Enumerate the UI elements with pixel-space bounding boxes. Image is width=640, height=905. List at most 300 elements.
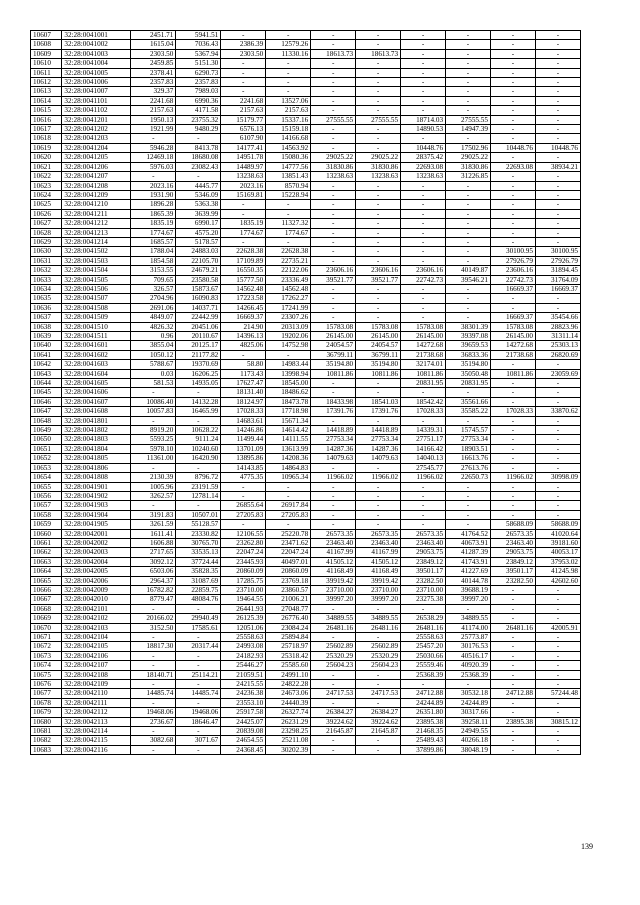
value-cell: -: [356, 78, 401, 87]
value-cell: 11327.32: [266, 219, 311, 228]
value-cell: -: [311, 520, 356, 529]
value-cell: 11499.44: [221, 435, 266, 444]
value-cell: 5593.25: [131, 435, 176, 444]
value-cell: 41505.12: [356, 557, 401, 566]
value-cell: 17028.33: [221, 407, 266, 416]
table-row: [31, 162, 581, 171]
table-row: [31, 303, 581, 312]
table-row: [31, 237, 581, 246]
value-cell: 6290.73: [176, 68, 221, 77]
value-cell: 21177.82: [176, 350, 221, 359]
value-cell: -: [356, 313, 401, 322]
value-cell: 27555.55: [446, 115, 491, 124]
row-number-cell: 10672: [31, 642, 62, 651]
value-cell: 10448.76: [401, 143, 446, 152]
value-cell: 10240.60: [176, 444, 221, 453]
row-number-cell: 10627: [31, 219, 62, 228]
value-cell: -: [311, 59, 356, 68]
value-cell: -: [446, 49, 491, 58]
value-cell: 2378.41: [131, 68, 176, 77]
value-cell: 15777.50: [221, 275, 266, 284]
value-cell: 17241.99: [266, 303, 311, 312]
value-cell: -: [311, 181, 356, 190]
value-cell: 37953.02: [535, 557, 580, 566]
value-cell: 13701.09: [221, 444, 266, 453]
value-cell: -: [535, 134, 580, 143]
value-cell: -: [490, 31, 535, 40]
table-row: [31, 604, 581, 613]
value-cell: -: [176, 463, 221, 472]
value-cell: 10811.86: [356, 369, 401, 378]
value-cell: 23084.24: [266, 623, 311, 632]
row-number-cell: 10634: [31, 284, 62, 293]
table-row: [31, 360, 581, 369]
value-cell: -: [311, 736, 356, 745]
value-cell: 39258.11: [446, 717, 491, 726]
value-cell: 57244.48: [535, 689, 580, 698]
cadastral-number-cell: 32:28:0041509: [62, 313, 131, 322]
value-cell: 23849.12: [490, 557, 535, 566]
value-cell: -: [535, 482, 580, 491]
row-number-cell: 10609: [31, 49, 62, 58]
value-cell: 16550.35: [221, 266, 266, 275]
value-cell: -: [176, 745, 221, 754]
value-cell: -: [446, 59, 491, 68]
value-cell: 2357.83: [131, 78, 176, 87]
row-number-cell: 10617: [31, 125, 62, 134]
cadastral-number-cell: 32:28:0041902: [62, 491, 131, 500]
value-cell: 18646.47: [176, 717, 221, 726]
value-cell: -: [221, 237, 266, 246]
value-cell: -: [266, 209, 311, 218]
value-cell: 19468.06: [131, 708, 176, 717]
value-cell: 15873.67: [176, 284, 221, 293]
value-cell: 25604.23: [311, 661, 356, 670]
value-cell: -: [490, 181, 535, 190]
value-cell: 23191.59: [176, 482, 221, 491]
value-cell: 34889.55: [446, 614, 491, 623]
value-cell: -: [535, 510, 580, 519]
table-row: [31, 350, 581, 359]
value-cell: 58.80: [221, 360, 266, 369]
value-cell: -: [311, 379, 356, 388]
value-cell: -: [176, 604, 221, 613]
row-number-cell: 10612: [31, 78, 62, 87]
value-cell: -: [266, 482, 311, 491]
table-row: [31, 341, 581, 350]
value-cell: 37724.44: [176, 557, 221, 566]
value-cell: 30317.66: [446, 708, 491, 717]
value-cell: 40144.78: [446, 576, 491, 585]
table-row: [31, 284, 581, 293]
value-cell: 31226.85: [446, 172, 491, 181]
table-row: [31, 698, 581, 707]
table-row: [31, 416, 581, 425]
value-cell: -: [356, 501, 401, 510]
value-cell: 23059.69: [535, 369, 580, 378]
cadastral-number-cell: 32:28:0041605: [62, 379, 131, 388]
value-cell: -: [356, 181, 401, 190]
value-cell: -: [490, 379, 535, 388]
value-cell: 5363.38: [176, 200, 221, 209]
value-cell: 1835.19: [221, 219, 266, 228]
value-cell: 39659.53: [446, 341, 491, 350]
value-cell: -: [490, 209, 535, 218]
value-cell: 23606.16: [490, 266, 535, 275]
cadastral-number-cell: 32:28:0041510: [62, 322, 131, 331]
value-cell: 41245.98: [535, 567, 580, 576]
value-cell: -: [446, 134, 491, 143]
value-cell: 41227.69: [446, 567, 491, 576]
value-cell: 35454.66: [535, 313, 580, 322]
row-number-cell: 10620: [31, 153, 62, 162]
value-cell: 10086.40: [131, 397, 176, 406]
value-cell: 8796.72: [176, 473, 221, 482]
value-cell: -: [490, 482, 535, 491]
value-cell: 18817.30: [131, 642, 176, 651]
value-cell: -: [131, 134, 176, 143]
value-cell: -: [311, 416, 356, 425]
cadastral-number-cell: 32:28:0041803: [62, 435, 131, 444]
value-cell: 23463.40: [490, 538, 535, 547]
value-cell: -: [401, 106, 446, 115]
value-cell: 7036.43: [176, 40, 221, 49]
value-cell: -: [401, 219, 446, 228]
value-cell: 14562.48: [266, 284, 311, 293]
value-cell: -: [535, 172, 580, 181]
row-number-cell: 10639: [31, 332, 62, 341]
cadastral-number-cell: 32:28:0041214: [62, 237, 131, 246]
value-cell: -: [446, 190, 491, 199]
table-row: [31, 190, 581, 199]
value-cell: 18124.97: [221, 397, 266, 406]
table-row: [31, 68, 581, 77]
value-cell: -: [311, 491, 356, 500]
value-cell: -: [535, 614, 580, 623]
value-cell: -: [490, 680, 535, 689]
value-cell: 41287.39: [446, 548, 491, 557]
value-cell: -: [446, 303, 491, 312]
table-row: [31, 247, 581, 256]
value-cell: -: [446, 680, 491, 689]
value-cell: -: [266, 87, 311, 96]
value-cell: 2691.06: [131, 303, 176, 312]
value-cell: -: [356, 190, 401, 199]
value-cell: 31830.86: [311, 162, 356, 171]
value-cell: 25114.21: [176, 670, 221, 679]
value-cell: -: [535, 708, 580, 717]
value-cell: 2303.50: [221, 49, 266, 58]
value-cell: 22105.70: [176, 256, 221, 265]
value-cell: 25320.29: [311, 651, 356, 660]
value-cell: 32174.01: [401, 360, 446, 369]
value-cell: 24182.93: [221, 651, 266, 660]
row-number-cell: 10625: [31, 200, 62, 209]
value-cell: -: [535, 651, 580, 660]
value-cell: -: [176, 727, 221, 736]
value-cell: 23330.82: [176, 529, 221, 538]
value-cell: -: [311, 143, 356, 152]
value-cell: -: [446, 491, 491, 500]
value-cell: -: [446, 501, 491, 510]
value-cell: 16782.82: [131, 585, 176, 594]
value-cell: -: [311, 604, 356, 613]
value-cell: 30998.09: [535, 473, 580, 482]
value-cell: -: [311, 680, 356, 689]
value-cell: -: [176, 134, 221, 143]
cadastral-number-cell: 32:28:0041506: [62, 284, 131, 293]
row-number-cell: 10608: [31, 40, 62, 49]
cadastral-number-cell: 32:28:0042110: [62, 689, 131, 698]
value-cell: 14266.45: [221, 303, 266, 312]
cadastral-number-cell: 32:28:0041210: [62, 200, 131, 209]
value-cell: 27613.76: [446, 463, 491, 472]
value-cell: 26573.35: [311, 529, 356, 538]
cadastral-number-cell: 32:28:0042108: [62, 670, 131, 679]
value-cell: 20860.09: [266, 567, 311, 576]
value-cell: 10811.86: [401, 369, 446, 378]
row-number-cell: 10653: [31, 463, 62, 472]
value-cell: 23769.18: [266, 576, 311, 585]
table-row: [31, 209, 581, 218]
value-cell: 2023.16: [221, 181, 266, 190]
value-cell: 18613.73: [356, 49, 401, 58]
value-cell: -: [311, 501, 356, 510]
value-cell: -: [446, 416, 491, 425]
value-cell: 24054.57: [356, 341, 401, 350]
value-cell: -: [131, 698, 176, 707]
value-cell: -: [221, 78, 266, 87]
value-cell: -: [356, 520, 401, 529]
value-cell: 20831.95: [446, 379, 491, 388]
value-cell: -: [131, 463, 176, 472]
value-cell: -: [490, 49, 535, 58]
value-cell: 27555.55: [311, 115, 356, 124]
value-cell: 18541.03: [356, 397, 401, 406]
value-cell: 1005.96: [131, 482, 176, 491]
value-cell: 26573.35: [401, 529, 446, 538]
value-cell: 26481.16: [490, 623, 535, 632]
value-cell: 5346.09: [176, 190, 221, 199]
value-cell: -: [446, 284, 491, 293]
value-cell: 12106.55: [221, 529, 266, 538]
value-cell: -: [401, 388, 446, 397]
value-cell: 39919.42: [311, 576, 356, 585]
value-cell: -: [131, 633, 176, 642]
value-cell: 4849.07: [131, 313, 176, 322]
value-cell: -: [535, 219, 580, 228]
value-cell: 2023.16: [131, 181, 176, 190]
value-cell: 10448.76: [490, 143, 535, 152]
cadastral-number-cell: 32:28:0041205: [62, 153, 131, 162]
value-cell: 23471.62: [266, 538, 311, 547]
value-cell: 14396.13: [221, 332, 266, 341]
value-cell: 14111.55: [266, 435, 311, 444]
table-row: [31, 172, 581, 181]
value-cell: 13238.63: [401, 172, 446, 181]
value-cell: 25368.39: [401, 670, 446, 679]
value-cell: 42602.60: [535, 576, 580, 585]
table-row: [31, 143, 581, 152]
value-cell: 5978.10: [131, 444, 176, 453]
value-cell: -: [356, 40, 401, 49]
value-cell: 18542.42: [401, 397, 446, 406]
value-cell: 23275.38: [401, 595, 446, 604]
value-cell: -: [535, 96, 580, 105]
value-cell: -: [401, 209, 446, 218]
value-cell: -: [401, 680, 446, 689]
value-cell: 1173.43: [221, 369, 266, 378]
value-cell: -: [356, 482, 401, 491]
value-cell: 24949.55: [446, 727, 491, 736]
table-row: [31, 435, 581, 444]
value-cell: -: [446, 106, 491, 115]
value-cell: -: [131, 172, 176, 181]
value-cell: 26384.27: [356, 708, 401, 717]
value-cell: 17223.58: [221, 294, 266, 303]
value-cell: -: [401, 510, 446, 519]
value-cell: 14418.89: [356, 426, 401, 435]
value-cell: 1685.57: [131, 237, 176, 246]
value-cell: 14485.74: [131, 689, 176, 698]
value-cell: -: [446, 200, 491, 209]
value-cell: 36833.36: [446, 350, 491, 359]
value-cell: 26820.69: [535, 350, 580, 359]
value-cell: 39997.20: [356, 595, 401, 604]
value-cell: 37899.86: [401, 745, 446, 754]
value-cell: -: [221, 200, 266, 209]
value-cell: 40266.18: [446, 736, 491, 745]
value-cell: 31830.86: [446, 162, 491, 171]
value-cell: 26231.29: [266, 717, 311, 726]
value-cell: 35561.66: [446, 397, 491, 406]
value-cell: 26481.16: [311, 623, 356, 632]
cadastral-number-cell: 32:28:0041504: [62, 266, 131, 275]
row-number-cell: 10647: [31, 407, 62, 416]
value-cell: -: [535, 444, 580, 453]
table-row: [31, 228, 581, 237]
cadastral-number-cell: 32:28:0041507: [62, 294, 131, 303]
value-cell: 13998.94: [266, 369, 311, 378]
table-row: [31, 87, 581, 96]
cadastral-number-cell: 32:28:0042109: [62, 680, 131, 689]
value-cell: -: [311, 209, 356, 218]
value-cell: 4775.35: [221, 473, 266, 482]
value-cell: -: [176, 388, 221, 397]
cadastral-number-cell: 32:28:0041202: [62, 125, 131, 134]
value-cell: -: [356, 491, 401, 500]
value-cell: 0.03: [131, 369, 176, 378]
value-cell: 11966.02: [490, 473, 535, 482]
value-cell: 24712.88: [401, 689, 446, 698]
value-cell: 14890.53: [401, 125, 446, 134]
value-cell: 20831.95: [401, 379, 446, 388]
value-cell: -: [535, 181, 580, 190]
row-number-cell: 10645: [31, 388, 62, 397]
row-number-cell: 10677: [31, 689, 62, 698]
value-cell: 26145.00: [490, 332, 535, 341]
value-cell: -: [490, 633, 535, 642]
cadastral-number-cell: 32:28:0042112: [62, 708, 131, 717]
value-cell: -: [535, 388, 580, 397]
value-cell: 31764.09: [535, 275, 580, 284]
value-cell: 14489.97: [221, 162, 266, 171]
value-cell: 15783.08: [356, 322, 401, 331]
value-cell: -: [490, 68, 535, 77]
value-cell: -: [356, 633, 401, 642]
value-cell: 16420.90: [176, 454, 221, 463]
value-cell: -: [311, 670, 356, 679]
value-cell: -: [446, 96, 491, 105]
cadastral-number-cell: 32:28:0041607: [62, 397, 131, 406]
value-cell: -: [535, 303, 580, 312]
value-cell: 24717.53: [311, 689, 356, 698]
value-cell: 24673.06: [266, 689, 311, 698]
cadastral-number-cell: 32:28:0041505: [62, 275, 131, 284]
value-cell: 58688.09: [535, 520, 580, 529]
row-number-cell: 10681: [31, 727, 62, 736]
cadastral-number-cell: 32:28:0042106: [62, 651, 131, 660]
value-cell: 23463.40: [401, 538, 446, 547]
table-row: [31, 491, 581, 500]
value-cell: 6990.17: [176, 219, 221, 228]
cadastral-number-cell: 32:28:0041102: [62, 106, 131, 115]
value-cell: -: [401, 87, 446, 96]
value-cell: 13238.63: [221, 172, 266, 181]
table-row: [31, 78, 581, 87]
value-cell: 2736.67: [131, 717, 176, 726]
value-cell: 25318.42: [266, 651, 311, 660]
value-cell: 14614.42: [266, 426, 311, 435]
value-cell: 14563.92: [266, 143, 311, 152]
value-cell: -: [535, 228, 580, 237]
table-row: [31, 708, 581, 717]
value-cell: 23755.32: [176, 115, 221, 124]
value-cell: 39224.62: [356, 717, 401, 726]
value-cell: 16669.37: [490, 313, 535, 322]
value-cell: -: [401, 247, 446, 256]
value-cell: 0.96: [131, 332, 176, 341]
value-cell: 2157.63: [266, 106, 311, 115]
value-cell: 34889.55: [356, 614, 401, 623]
value-cell: 35194.80: [356, 360, 401, 369]
value-cell: 709.65: [131, 275, 176, 284]
value-cell: 39997.20: [446, 595, 491, 604]
value-cell: 40053.17: [535, 548, 580, 557]
value-cell: -: [311, 698, 356, 707]
value-cell: 6503.06: [131, 567, 176, 576]
value-cell: -: [311, 510, 356, 519]
row-number-cell: 10659: [31, 520, 62, 529]
value-cell: 27753.34: [356, 435, 401, 444]
cadastral-number-cell: 32:28:0041006: [62, 78, 131, 87]
value-cell: 15228.94: [266, 190, 311, 199]
cadastral-number-cell: 32:28:0041511: [62, 332, 131, 341]
row-number-cell: 10621: [31, 162, 62, 171]
row-number-cell: 10682: [31, 736, 62, 745]
table-row: [31, 369, 581, 378]
value-cell: -: [535, 491, 580, 500]
value-cell: -: [535, 87, 580, 96]
row-number-cell: 10648: [31, 416, 62, 425]
value-cell: 25917.58: [221, 708, 266, 717]
value-cell: 4445.77: [176, 181, 221, 190]
value-cell: 24054.57: [311, 341, 356, 350]
value-cell: -: [401, 256, 446, 265]
value-cell: -: [535, 360, 580, 369]
table-row: [31, 106, 581, 115]
cadastral-number-cell: 32:28:0041601: [62, 341, 131, 350]
